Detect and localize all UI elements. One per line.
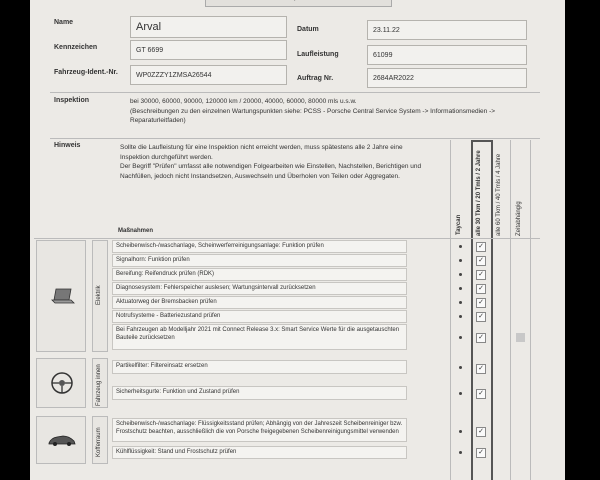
- column-line: [472, 140, 491, 142]
- interval-checkbox[interactable]: ✓: [476, 333, 486, 343]
- interval-checkbox[interactable]: ✓: [476, 427, 486, 437]
- order-label: Auftrag Nr.: [297, 75, 334, 82]
- applies-dot: [459, 451, 462, 454]
- inspection-line: (Beschreibungen zu den einzelnen Wartungspunkten siehe: PCSS - Porsche Central Service System -> Informationsmedien ->: [130, 107, 496, 115]
- task-row: Notrufsysteme - Batteriezustand prüfen: [112, 310, 407, 323]
- task-row: Aktuatorweg der Bremsbacken prüfen: [112, 296, 407, 309]
- note-label: Hinweis: [54, 142, 81, 149]
- model-year-text: [268, 0, 319, 1]
- order-field[interactable]: 2684AR2022: [367, 68, 527, 88]
- interval-checkbox[interactable]: ✓: [476, 389, 486, 399]
- vin-field[interactable]: WP0ZZZY1ZMSA26544: [130, 65, 287, 85]
- note-line: Sollte die Laufleistung für eine Inspektion nicht erreicht werden, muss spätestens alle 2 Jahre eine: [120, 144, 403, 151]
- applies-dot: [459, 336, 462, 339]
- column-interval-2: alle 60 Tkm / 40 Tmls / 4 Jahre: [496, 153, 502, 236]
- inspection-label: Inspektion: [54, 97, 90, 104]
- mileage-field[interactable]: 61099: [367, 45, 527, 65]
- column-line: [530, 140, 531, 480]
- plate-field[interactable]: GT 6699: [130, 40, 287, 60]
- time-dependent-marker: [516, 333, 525, 342]
- car-icon: [47, 433, 77, 447]
- task-row: Sicherheitsgurte: Funktion und Zustand prüfen: [112, 386, 407, 400]
- column-interval-1: alle 30 Tkm / 20 Tmls / 2 Jahre: [476, 150, 482, 236]
- section-label-box: [92, 416, 108, 464]
- section-icon-box: [36, 358, 86, 408]
- task-row: Signalhorn: Funktion prüfen: [112, 254, 407, 267]
- interval-checkbox[interactable]: ✓: [476, 242, 486, 252]
- applies-dot: [459, 315, 462, 318]
- applies-dot: [459, 245, 462, 248]
- interval-checkbox[interactable]: ✓: [476, 256, 486, 266]
- column-line: [450, 140, 451, 480]
- interval-checkbox[interactable]: ✓: [476, 284, 486, 294]
- measures-label: Maßnahmen: [118, 228, 154, 234]
- divider: [34, 238, 540, 239]
- section-icon-box: [36, 240, 86, 352]
- interval-checkbox[interactable]: ✓: [476, 270, 486, 280]
- section-label: Fahrzeug innen: [96, 364, 102, 406]
- plate-label: Kennzeichen: [54, 44, 98, 51]
- note-line: Der Begriff "Prüfen" umfasst alle notwendigen Folgearbeiten wie Einstellen, Nachstellen, Berichtigen und: [120, 163, 422, 170]
- section-label: Kofferraum: [96, 427, 102, 457]
- inspection-line: bei 30000, 60000, 90000, 120000 km / 20000, 40000, 60000, 80000 mls u.s.w.: [130, 98, 357, 105]
- column-extra: Zeitabhängig: [516, 201, 522, 236]
- inspection-line: Reparaturleitfaden): [130, 117, 186, 124]
- applies-dot: [459, 392, 462, 395]
- name-field[interactable]: Arval: [130, 16, 287, 38]
- section-label: Elektrik: [96, 285, 102, 305]
- task-row: Partikelfilter: Filtereinsatz ersetzen: [112, 360, 407, 374]
- inspection-text: [130, 97, 550, 126]
- name-label: Name: [54, 19, 74, 26]
- column-line: [491, 140, 493, 480]
- applies-dot: [459, 301, 462, 304]
- model-year-header: [205, 0, 392, 7]
- column-taycan: Taycan: [456, 214, 462, 235]
- applies-dot: [459, 366, 462, 369]
- vin-label: Fahrzeug-Ident.-Nr.: [54, 69, 118, 76]
- applies-dot: [459, 430, 462, 433]
- interval-checkbox[interactable]: ✓: [476, 448, 486, 458]
- applies-dot: [459, 259, 462, 262]
- task-row: Scheibenwisch-/waschanlage, Scheinwerferreinigungsanlage: Funktion prüfen: [112, 240, 407, 253]
- note-text: [120, 143, 450, 181]
- interval-checkbox[interactable]: ✓: [476, 312, 486, 322]
- divider: [50, 92, 540, 93]
- section-label-box: [92, 240, 108, 352]
- laptop-icon: [51, 287, 75, 305]
- interval-checkbox[interactable]: ✓: [476, 298, 486, 308]
- divider: [50, 138, 540, 139]
- applies-dot: [459, 287, 462, 290]
- section-label-box: [92, 358, 108, 408]
- column-line: [471, 140, 473, 480]
- interval-checkbox[interactable]: ✓: [476, 364, 486, 374]
- date-label: Datum: [297, 26, 319, 33]
- section-icon-box: [36, 416, 86, 464]
- task-row: Bereifung: Reifendruck prüfen (RDK): [112, 268, 407, 281]
- task-row: Diagnosesystem: Fehlerspeicher auslesen; Wartungsintervall zurücksetzen: [112, 282, 407, 295]
- mileage-label: Laufleistung: [297, 51, 339, 58]
- note-line: Inspektion durchgeführt werden.: [120, 153, 213, 161]
- applies-dot: [459, 273, 462, 276]
- note-line: Nachfüllen, jedoch nicht Instandsetzen, Auswechseln und Überholen von Teilen oder Aggregaten.: [120, 172, 400, 180]
- column-line: [510, 140, 511, 480]
- task-row: Kühlflüssigkeit: Stand und Frostschutz prüfen: [112, 446, 407, 459]
- task-row: Scheibenwisch-/waschanlage: Flüssigkeitsstand prüfen; Abhängig von der Jahreszeit Scheibenreiniger bzw. Frostschutz beachten, ausschließlich die von Porsche freigegebenen Scheibenreinigungsmittel verwenden: [112, 418, 407, 442]
- service-sheet: [30, 0, 565, 480]
- date-field[interactable]: 23.11.22: [367, 20, 527, 40]
- steering-wheel-icon: [49, 370, 75, 396]
- task-row: Bei Fahrzeugen ab Modelljahr 2021 mit Connect Release 3.x: Smart Service Werte für die ausgetauschten Bauteile zurücksetzen: [112, 324, 407, 350]
